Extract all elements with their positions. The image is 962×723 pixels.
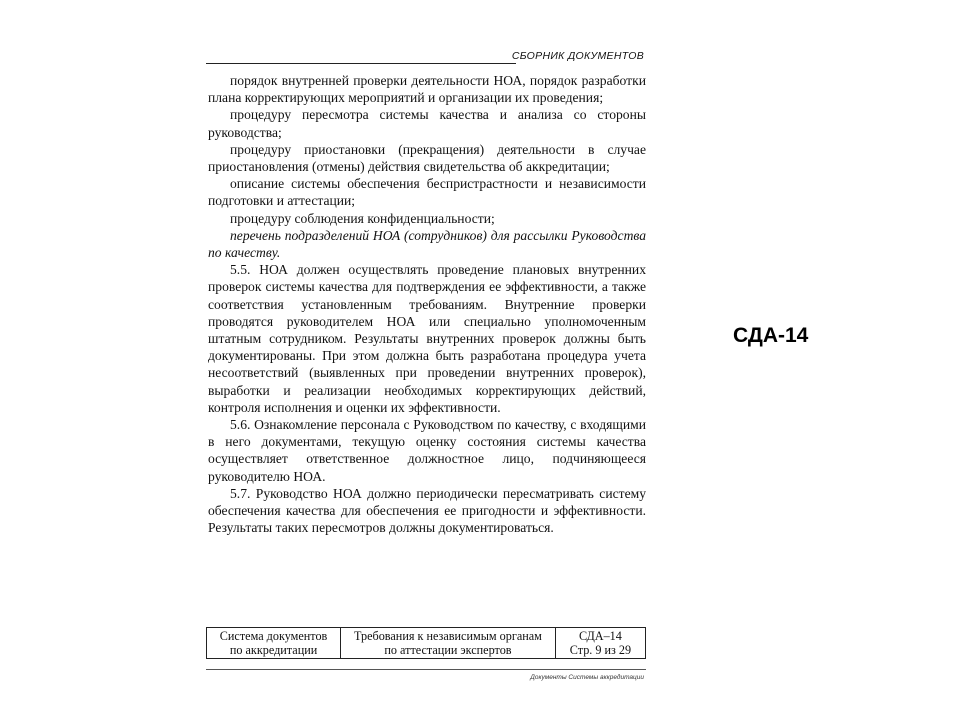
running-header bbox=[206, 50, 646, 66]
footer-cell-requirements bbox=[341, 628, 556, 659]
side-doc-code-label: СДА-14 bbox=[733, 324, 809, 347]
body-text bbox=[208, 72, 646, 536]
paragraph: процедуру приостановки (прекращения) деятельности в случае приостановления (отмены) действия свидетельства об аккредитации; bbox=[208, 141, 646, 175]
footer-rule bbox=[206, 669, 646, 670]
paragraph: процедуру пересмотра системы качества и анализа со стороны руководства; bbox=[208, 107, 646, 140]
paragraph-5-7: 5.7. Руководство НОА должно периодически пересматривать систему обеспечения качества для обеспечения ее пригодности и эффективности. Результаты таких пересмотров должны документироваться. bbox=[208, 485, 646, 536]
paragraph: процедуру соблюдения конфиденциальности; bbox=[230, 210, 495, 226]
paragraph-5-6: 5.6. Ознакомление персонала с Руководством по качеству, с входящими в него документами, текущую оценку состояния системы качества осуществляет ответственное должностное лицо, подчиняющееся руководителю НОА. bbox=[208, 417, 646, 484]
footer-system-line1: Система документов bbox=[219, 629, 328, 643]
footer-cell-code bbox=[555, 628, 645, 659]
footer-cell-system bbox=[207, 628, 341, 659]
footer-row-1 bbox=[207, 628, 646, 659]
header-rule bbox=[206, 63, 516, 64]
footer-requirements-line2: по аттестации экспертов bbox=[384, 643, 512, 657]
paragraph-italic: перечень подразделений НОА (сотрудников) для рассылки Руководства по качеству. bbox=[208, 227, 646, 261]
paragraph: порядок внутренней проверки деятельности НОА, порядок разработки плана корректирующих мероприятий и организации их проведения; bbox=[208, 73, 646, 106]
footer-table bbox=[206, 627, 646, 659]
footer-system-line2: по аккредитации bbox=[229, 643, 318, 657]
scanned-page bbox=[200, 40, 652, 700]
footer-requirements-line1: Требования к независимым органам bbox=[354, 629, 542, 643]
footer-page-number: Стр. 9 из 29 bbox=[569, 643, 632, 657]
footer-note: Документы Системы аккредитации bbox=[530, 674, 644, 681]
running-title: СБОРНИК ДОКУМЕНТОВ bbox=[511, 50, 644, 62]
paragraph: описание системы обеспечения беспристрастности и независимости подготовки и аттестации; bbox=[208, 176, 646, 209]
paragraph-5-5: 5.5. НОА должен осуществлять проведение плановых внутренних проверок системы качества для подтверждения ее эффективности, а также соответствия установленным требованиям. Внутренние проверки проводятся руководителем НОА или специально уполномоченным штатным сотрудником. Результаты внутренних проверок должны быть документированы. При этом должна быть разработана процедура учета несоответствий (выявленных при проведении внутренних проверок), выработки и реализации необходимых корректирующих действий, контроля исполнения и оценки их эффективности. bbox=[208, 262, 646, 415]
footer-doc-code: СДА–14 bbox=[578, 629, 622, 643]
